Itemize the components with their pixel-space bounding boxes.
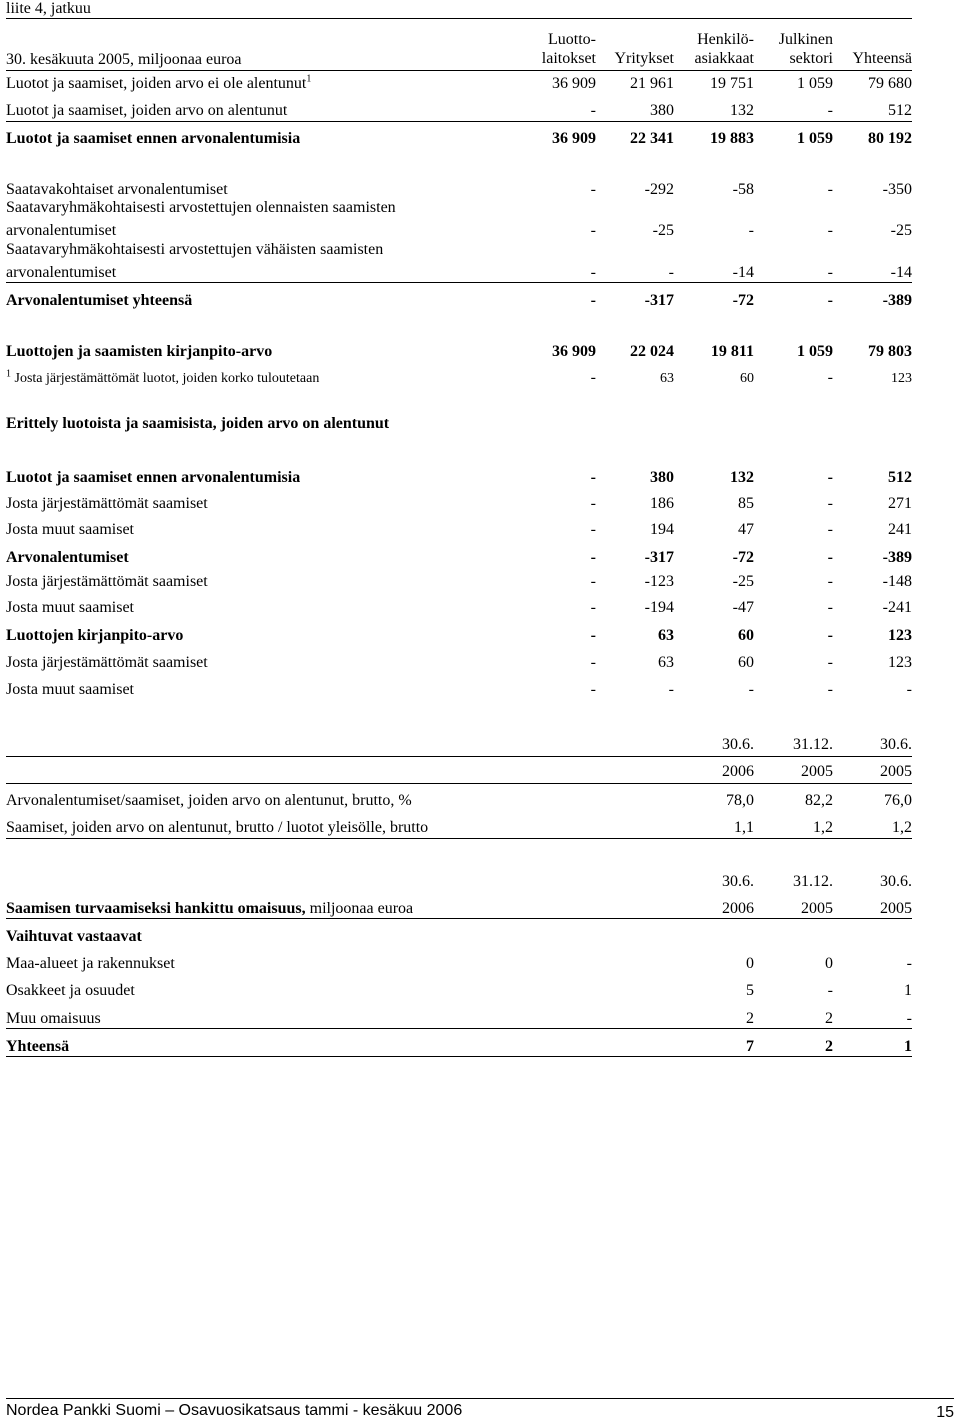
table-row: Josta muut saamiset - -194 -47 - -241 [6, 599, 912, 616]
divider [6, 1056, 912, 1057]
divider [6, 1028, 912, 1029]
table-row: Saatavakohtaiset arvonalentumiset - -292 -58 - -350 [6, 181, 912, 198]
column-header: Julkinen sektori [778, 31, 833, 67]
table-row: Josta järjestämättömät saamiset - -123 -25 - -148 [6, 573, 912, 590]
table-row: Luotot ja saamiset, joiden arvo on alentunut - 380 132 - 512 [6, 102, 912, 119]
table-1-caption: 30. kesäkuuta 2005, miljoonaa euroa [6, 51, 242, 68]
table-row: Josta järjestämättömät saamiset - 63 60 - 123 [6, 654, 912, 671]
column-header: Yhteensä [852, 50, 912, 67]
table-row: Osakkeet ja osuudet 5 - 1 [6, 982, 912, 999]
divider [6, 18, 912, 19]
table-row: Arvonalentumiset/saamiset, joiden arvo on alentunut, brutto, % 78,0 82,2 76,0 [6, 792, 912, 809]
row-label-line: Saatavaryhmäkohtaisesti arvostettujen vähäisten saamisten [6, 241, 384, 258]
table-row: Yhteensä 7 2 1 [6, 1038, 912, 1055]
table-row: Maa-alueet ja rakennukset 0 0 - [6, 955, 912, 972]
divider [6, 918, 912, 919]
table-row: Luotot ja saamiset, joiden arvo ei ole alentunut$^1$ 36 909 21 961 19 751 1 059 79 680 [6, 73, 912, 92]
table-row: Josta järjestämättömät saamiset - 186 85 - 271 [6, 495, 912, 512]
footer-rule [6, 1398, 954, 1399]
section-title: Erittely luotoista ja saamisista, joiden arvo on alentunut [6, 415, 390, 432]
footnote-row: $^1$ Josta järjestämättömät luotot, joiden korko tuloutetaan - 63 60 - 123 [6, 368, 912, 386]
table-row: Luottojen ja saamisten kirjanpito-arvo 36 909 22 024 19 811 1 059 79 803 [6, 343, 912, 360]
table-row: Josta muut saamiset - 194 47 - 241 [6, 521, 912, 538]
table-row: Luotot ja saamiset ennen arvonalentumisia 36 909 22 341 19 883 1 059 80 192 [6, 130, 912, 147]
footer-text: Nordea Pankki Suomi – Osavuosikatsaus tammi - kesäkuu 2006 [6, 1402, 463, 1419]
table-title-row: Saamisen turvaamiseksi hankittu omaisuus, miljoonaa euroa 2006 2005 2005 [6, 900, 912, 917]
divider [6, 783, 912, 784]
divider [6, 756, 912, 757]
header-years: 2006 2005 2005 [722, 763, 912, 780]
table-row: Josta muut saamiset - - - - - [6, 681, 912, 698]
table-row: Luotot ja saamiset ennen arvonalentumisia - 380 132 - 512 [6, 469, 912, 486]
table-row: Luottojen kirjanpito-arvo - 63 60 - 123 [6, 627, 912, 644]
table-row: Saamiset, joiden arvo on alentunut, brutto / luotot yleisölle, brutto 1,1 1,2 1,2 [6, 819, 912, 836]
page-header: liite 4, jatkuu [6, 0, 91, 17]
table-row: arvonalentumiset - - -14 - -14 [6, 264, 912, 281]
table-row: Arvonalentumiset - -317 -72 - -389 [6, 549, 912, 566]
header-dates: 30.6. 31.12. 30.6. [722, 873, 912, 890]
table-row: Muu omaisuus 2 2 - [6, 1010, 912, 1027]
table-row: Arvonalentumiset yhteensä - -317 -72 - -389 [6, 292, 912, 309]
divider [6, 121, 912, 122]
table-row: arvonalentumiset - -25 - - -25 [6, 222, 912, 239]
row-label-line: Saatavaryhmäkohtaisesti arvostettujen olennaisten saamisten [6, 199, 396, 216]
column-header: Yritykset [614, 50, 674, 67]
page-number: 15 [936, 1404, 954, 1421]
divider [6, 282, 912, 283]
column-header: Luotto- laitokset [541, 31, 596, 67]
divider [6, 838, 912, 839]
section-label: Vaihtuvat vastaavat [6, 928, 142, 945]
header-dates: 30.6. 31.12. 30.6. [722, 736, 912, 753]
column-header: Henkilö- asiakkaat [694, 31, 754, 67]
